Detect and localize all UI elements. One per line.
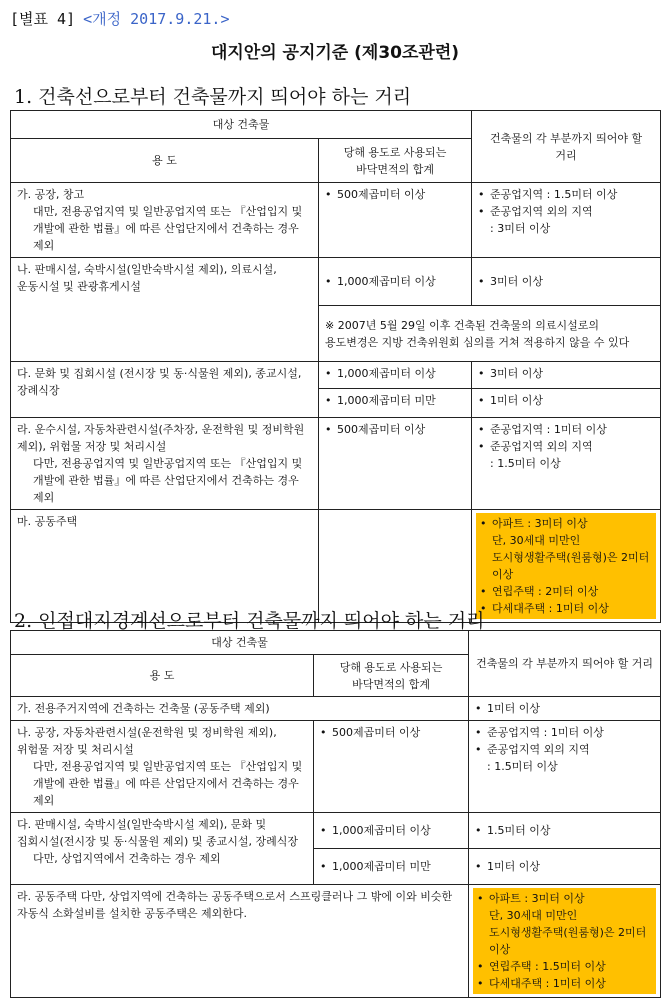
area-cell: • 1,000제곱미터 미만 (314, 849, 469, 885)
area-cell: • 500제곱미터 이상 (314, 721, 469, 813)
area-cell: • 1,000제곱미터 이상 (319, 258, 472, 306)
table-row (11, 183, 661, 258)
header-target: 대상 건축물 (11, 111, 472, 139)
table-row (11, 813, 661, 849)
section2-title: 2. 인접대지경계선으로부터 건축물까지 띄어야 하는 거리 (14, 610, 485, 632)
distance-cell: • 1.5미터 이상 (469, 813, 661, 849)
use-cell: 가. 공장, 창고 대만, 전용공업지역 및 일반공업지역 또는 『산업입지 및 개발에 관한 법률』에 따른 산업단지에서 건축하는 경우 제외 (11, 183, 319, 258)
distance-cell: • 1미터 이상 (469, 849, 661, 885)
area-cell: • 1,000제곱미터 이상 (314, 813, 469, 849)
area-cell: • 1,000제곱미터 이상 (319, 362, 472, 389)
use-cell: 라. 운수시설, 자동차관련시설(주차장, 운전학원 및 정비학원 제외), 위험물 저장 및 처리시설 다만, 전용공업지역 및 일반공업지역 또는 『산업입지 및 개발에 관한 법률』에 따른 산업단지에서 건축하는 경우 제외 (11, 418, 319, 510)
use-cell: 다. 문화 및 집회시설 (전시장 및 동·식물원 제외), 종교시설, 장례식장 (11, 362, 319, 418)
table-row (11, 697, 661, 721)
header-floor-area: 당해 용도로 사용되는 바닥면적의 합계 (319, 139, 472, 183)
use-cell: 마. 공동주택 (11, 510, 319, 623)
use-cell: 나. 판매시설, 숙박시설(일반숙박시설 제외), 의료시설, 운동시설 및 관광휴게시설 (11, 258, 319, 362)
section1-title: 1. 건축선으로부터 건축물까지 띄어야 하는 거리 (14, 86, 412, 108)
distance-cell (469, 885, 661, 998)
section2-table (10, 630, 661, 998)
area-cell: • 500제곱미터 이상 (319, 183, 472, 258)
table-row (11, 885, 661, 998)
highlighted-distance: • 아파트 : 3미터 이상 단, 30세대 미만인 도시형생활주택(원룸형)은 2미터 이상 • 연립주택 : 1.5미터 이상 • 다세대주택 : 1미터 이상 (473, 888, 656, 994)
distance-cell (472, 510, 661, 623)
distance-cell: • 1미터 이상 (469, 697, 661, 721)
appendix-label: [별표 4] (10, 10, 76, 28)
document-title: 대지안의 공지기준 (제30조관련) (210, 43, 460, 63)
header-target: 대상 건축물 (11, 631, 469, 655)
header-use: 용 도 (11, 655, 314, 697)
section1-table (10, 110, 661, 623)
use-cell: 라. 공동주택 다만, 상업지역에 건축하는 공동주택으로서 스프링클러나 그 밖에 이와 비슷한 자동식 소화설비를 설치한 공동주택은 제외한다. (11, 885, 469, 998)
distance-cell: • 준공업지역 : 1미터 이상 • 준공업지역 외의 지역 : 1.5미터 이상 (472, 418, 661, 510)
use-cell: 다. 판매시설, 숙박시설(일반숙박시설 제외), 문화 및 집회시설(전시장 및 동·식물원 제외) 및 종교시설, 장례식장 다만, 상업지역에서 건축하는 경우 제외 (11, 813, 314, 885)
use-cell: 가. 전용주거지역에 건축하는 건축물 (공동주택 제외) (11, 697, 469, 721)
note-cell: ※ 2007년 5월 29일 이후 건축된 건축물의 의료시설로의 용도변경은 지방 건축위원회 심의를 거쳐 적용하지 않을 수 있다 (319, 306, 661, 362)
area-cell: • 500제곱미터 이상 (319, 418, 472, 510)
header-floor-area: 당해 용도로 사용되는 바닥면적의 합계 (314, 655, 469, 697)
distance-cell: • 준공업지역 : 1미터 이상 • 준공업지역 외의 지역 : 1.5미터 이상 (469, 721, 661, 813)
table-row (11, 721, 661, 813)
table-row (11, 418, 661, 510)
area-cell: • 1,000제곱미터 미만 (319, 389, 472, 418)
header-use: 용 도 (11, 139, 319, 183)
table-row (11, 258, 661, 306)
header-distance: 건축물의 각 부분까지 띄어야 할 거리 (469, 631, 661, 697)
distance-cell: • 1미터 이상 (472, 389, 661, 418)
header-distance: 건축물의 각 부분까지 띄어야 할 거리 (472, 111, 661, 183)
revision-date: <개정 2017.9.21.> (83, 10, 230, 28)
distance-cell: • 3미터 이상 (472, 258, 661, 306)
highlighted-distance: • 아파트 : 3미터 이상 단, 30세대 미만인 도시형생활주택(원룸형)은 2미터 이상 • 연립주택 : 2미터 이상 • 다세대주택 : 1미터 이상 (476, 513, 656, 619)
distance-cell: • 준공업지역 : 1.5미터 이상 • 준공업지역 외의 지역 : 3미터 이상 (472, 183, 661, 258)
distance-cell: • 3미터 이상 (472, 362, 661, 389)
use-cell: 나. 공장, 자동차관련시설(운전학원 및 정비학원 제외), 위험물 저장 및 처리시설 다만, 전용공업지역 및 일반공업지역 또는 『산업입지 및 개발에 관한 법률』에 따른 산업단지에서 건축하는 경우 제외 (11, 721, 314, 813)
appendix-header (10, 8, 230, 29)
table-row (11, 362, 661, 389)
